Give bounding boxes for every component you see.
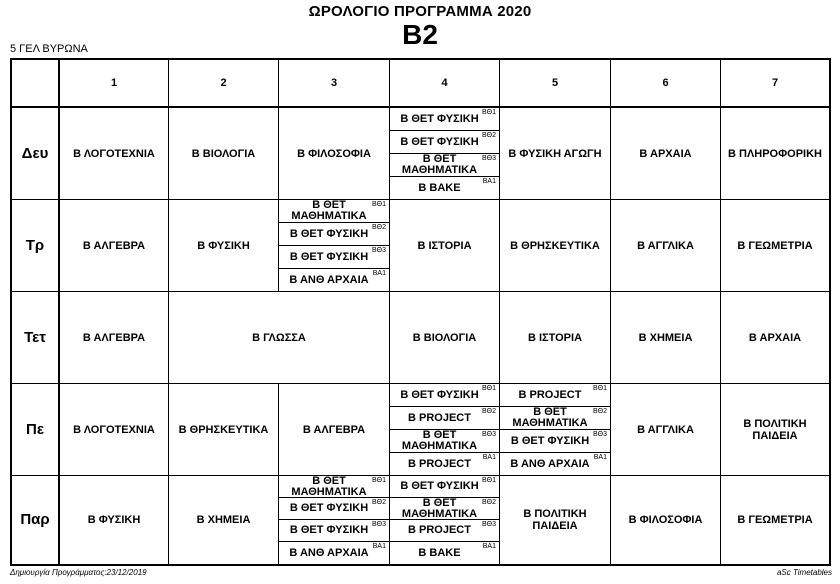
group-lesson bbox=[390, 520, 499, 542]
group-lesson bbox=[500, 407, 610, 430]
split-lesson-cell bbox=[500, 384, 611, 476]
group-tag: ΒΑ1 bbox=[482, 543, 496, 550]
lesson-cell: Β ΒΙΟΛΟΓΙΑ bbox=[390, 292, 500, 384]
lesson-cell: Β ΠΟΛΙΤΙΚΗ ΠΑΙΔΕΙΑ bbox=[721, 384, 829, 476]
created-date: Δημιουργία Προγράμματος:23/12/2019 bbox=[10, 568, 147, 577]
lesson-cell: Β ΧΗΜΕΙΑ bbox=[169, 476, 279, 564]
group-tag: ΒΘ1 bbox=[371, 477, 386, 484]
group-subject: Β ΘΕΤ ΦΥΣΙΚΗ bbox=[289, 524, 369, 536]
group-lesson bbox=[390, 453, 499, 475]
group-tag: ΒΘ2 bbox=[481, 408, 496, 415]
lesson-cell: Β ΦΙΛΟΣΟΦΙΑ bbox=[279, 108, 390, 200]
day-label: Τρ bbox=[12, 200, 60, 292]
group-lesson bbox=[390, 154, 499, 177]
group-subject: Β ΘΕΤ ΦΥΣΙΚΗ bbox=[400, 388, 479, 401]
lesson-cell: Β ΦΥΣΙΚΗ bbox=[169, 200, 279, 292]
lesson-cell: Β ΑΓΓΛΙΚΑ bbox=[611, 200, 721, 292]
period-header: 5 bbox=[500, 60, 611, 108]
group-subject: Β ΒΑΚΕ bbox=[418, 181, 461, 194]
day-label: Τετ bbox=[12, 292, 60, 384]
lesson-cell: Β ΦΥΣΙΚΗ bbox=[60, 476, 169, 564]
group-tag: ΒΘ2 bbox=[592, 408, 607, 415]
lesson-cell: Β ΘΡΗΣΚΕΥΤΙΚΑ bbox=[169, 384, 279, 476]
group-lesson bbox=[279, 246, 389, 269]
group-tag: ΒΘ1 bbox=[592, 385, 607, 392]
group-subject: Β PROJECT bbox=[518, 388, 582, 401]
period-header: 7 bbox=[721, 60, 829, 108]
split-lesson-cell bbox=[390, 108, 500, 200]
group-subject: Β ΑΝΘ ΑΡΧΑΙΑ bbox=[289, 546, 369, 559]
group-tag: ΒΘ1 bbox=[371, 201, 386, 208]
group-subject: Β PROJECT bbox=[408, 457, 471, 470]
group-lesson bbox=[390, 498, 499, 520]
group-subject: Β ΘΕΤ ΦΥΣΙΚΗ bbox=[289, 502, 369, 514]
lesson-cell: Β ΑΛΓΕΒΡΑ bbox=[279, 384, 390, 476]
group-subject: Β ΒΑΚΕ bbox=[418, 546, 461, 559]
group-tag: ΒΘ3 bbox=[481, 431, 496, 438]
page-title: ΩΡΟΛΟΓΙΟ ΠΡΟΓΡΑΜΜΑ 2020 bbox=[308, 3, 532, 20]
lesson-cell: Β ΛΟΓΟΤΕΧΝΙΑ bbox=[60, 384, 169, 476]
group-subject: Β ΘΕΤ ΦΥΣΙΚΗ bbox=[510, 434, 590, 447]
group-lesson bbox=[500, 430, 610, 453]
group-lesson bbox=[279, 476, 389, 498]
group-tag: ΒΑ1 bbox=[482, 454, 496, 461]
group-subject: Β ΘΕΤ ΦΥΣΙΚΗ bbox=[400, 112, 479, 125]
lesson-cell: Β ΙΣΤΟΡΙΑ bbox=[500, 292, 611, 384]
group-subject: Β ΘΕΤ ΜΑΘΗΜΑΤΙΚΑ bbox=[401, 496, 478, 520]
class-name: B2 bbox=[402, 19, 438, 50]
lesson-cell: Β ΑΡΧΑΙΑ bbox=[721, 292, 829, 384]
group-subject: Β ΘΕΤ ΦΥΣΙΚΗ bbox=[289, 227, 369, 240]
group-tag: ΒΑ1 bbox=[372, 270, 386, 277]
group-lesson bbox=[390, 542, 499, 564]
lesson-cell: Β ΧΗΜΕΙΑ bbox=[611, 292, 721, 384]
group-lesson bbox=[500, 453, 610, 475]
split-lesson-cell bbox=[279, 476, 390, 564]
split-lesson-cell bbox=[390, 476, 500, 564]
group-tag: ΒΑ1 bbox=[372, 543, 386, 550]
group-subject: Β ΘΕΤ ΦΥΣΙΚΗ bbox=[400, 135, 479, 148]
group-lesson bbox=[279, 498, 389, 520]
group-lesson bbox=[279, 223, 389, 246]
group-tag: ΒΘ1 bbox=[481, 477, 496, 484]
group-subject: Β ΘΕΤ ΜΑΘΗΜΑΤΙΚΑ bbox=[291, 199, 367, 222]
group-tag: ΒΘ3 bbox=[592, 431, 607, 438]
group-tag: ΒΘ2 bbox=[371, 224, 386, 231]
group-lesson bbox=[390, 177, 499, 199]
group-lesson bbox=[390, 131, 499, 154]
group-tag: ΒΘ3 bbox=[481, 155, 496, 162]
split-lesson-cell bbox=[390, 384, 500, 476]
group-subject: Β ΑΝΘ ΑΡΧΑΙΑ bbox=[289, 273, 369, 286]
period-header: 4 bbox=[390, 60, 500, 108]
school-name: 5 ΓΕΛ ΒΥΡΩΝΑ bbox=[10, 43, 88, 55]
lesson-cell: Β ΦΙΛΟΣΟΦΙΑ bbox=[611, 476, 721, 564]
group-lesson bbox=[390, 407, 499, 430]
period-header: 6 bbox=[611, 60, 721, 108]
group-lesson bbox=[390, 108, 499, 131]
day-label: Παρ bbox=[12, 476, 60, 564]
group-lesson bbox=[279, 520, 389, 542]
period-header: 3 bbox=[279, 60, 390, 108]
lesson-cell: Β ΛΟΓΟΤΕΧΝΙΑ bbox=[60, 108, 169, 200]
lesson-cell: Β ΑΛΓΕΒΡΑ bbox=[60, 292, 169, 384]
lesson-cell: Β ΑΓΓΛΙΚΑ bbox=[611, 384, 721, 476]
group-tag: ΒΑ1 bbox=[482, 178, 496, 185]
lesson-cell: Β ΘΡΗΣΚΕΥΤΙΚΑ bbox=[500, 200, 611, 292]
group-lesson bbox=[390, 476, 499, 498]
group-lesson bbox=[279, 200, 389, 223]
lesson-cell: Β ΒΙΟΛΟΓΙΑ bbox=[169, 108, 279, 200]
group-subject: Β ΑΝΘ ΑΡΧΑΙΑ bbox=[510, 457, 590, 470]
group-tag: ΒΘ3 bbox=[371, 521, 386, 528]
lesson-cell: Β ΙΣΤΟΡΙΑ bbox=[390, 200, 500, 292]
lesson-cell: Β ΓΕΩΜΕΤΡΙΑ bbox=[737, 514, 813, 526]
group-lesson bbox=[279, 542, 389, 564]
group-tag: ΒΘ3 bbox=[371, 247, 386, 254]
group-subject: Β ΘΕΤ ΜΑΘΗΜΑΤΙΚΑ bbox=[401, 429, 478, 452]
lesson-cell: Β ΑΛΓΕΒΡΑ bbox=[60, 200, 169, 292]
group-tag: ΒΘ1 bbox=[481, 109, 496, 116]
group-tag: ΒΘ3 bbox=[481, 521, 496, 528]
group-tag: ΒΘ1 bbox=[481, 385, 496, 392]
period-header: 1 bbox=[60, 60, 169, 108]
lesson-cell: Β ΠΟΛΙΤΙΚΗ ΠΑΙΔΕΙΑ bbox=[500, 476, 611, 564]
lesson-cell: Β ΦΥΣΙΚΗ ΑΓΩΓΗ bbox=[500, 108, 611, 200]
group-subject: Β ΘΕΤ ΜΑΘΗΜΑΤΙΚΑ bbox=[512, 406, 588, 429]
group-subject: Β ΘΕΤ ΜΑΘΗΜΑΤΙΚΑ bbox=[401, 153, 478, 176]
group-lesson bbox=[390, 430, 499, 453]
lesson-cell: Β ΠΛΗΡΟΦΟΡΙΚΗ bbox=[721, 108, 829, 200]
lesson-cell-double: Β ΓΛΩΣΣΑ bbox=[169, 292, 390, 384]
group-subject: Β ΘΕΤ ΦΥΣΙΚΗ bbox=[400, 480, 479, 492]
group-tag: ΒΘ2 bbox=[371, 499, 386, 506]
split-lesson-cell bbox=[279, 200, 390, 292]
timetable-grid bbox=[10, 58, 831, 566]
day-label: Δευ bbox=[12, 108, 60, 200]
group-subject: Β PROJECT bbox=[408, 524, 471, 536]
group-subject: Β ΘΕΤ ΦΥΣΙΚΗ bbox=[289, 250, 369, 263]
group-lesson bbox=[279, 269, 389, 291]
lesson-cell: Β ΑΡΧΑΙΑ bbox=[611, 108, 721, 200]
lesson-cell: Β ΓΕΩΜΕΤΡΙΑ bbox=[721, 200, 829, 292]
group-subject: Β PROJECT bbox=[408, 411, 471, 424]
day-label: Πε bbox=[12, 384, 60, 476]
group-lesson bbox=[390, 384, 499, 407]
software-credit: aSc Timetables bbox=[776, 568, 832, 577]
group-subject: Β ΘΕΤ ΜΑΘΗΜΑΤΙΚΑ bbox=[291, 474, 367, 498]
corner-cell bbox=[12, 60, 60, 108]
group-tag: ΒΘ2 bbox=[481, 499, 496, 506]
group-tag: ΒΘ2 bbox=[481, 132, 496, 139]
group-tag: ΒΑ1 bbox=[593, 454, 607, 461]
period-header: 2 bbox=[169, 60, 279, 108]
group-lesson bbox=[500, 384, 610, 407]
